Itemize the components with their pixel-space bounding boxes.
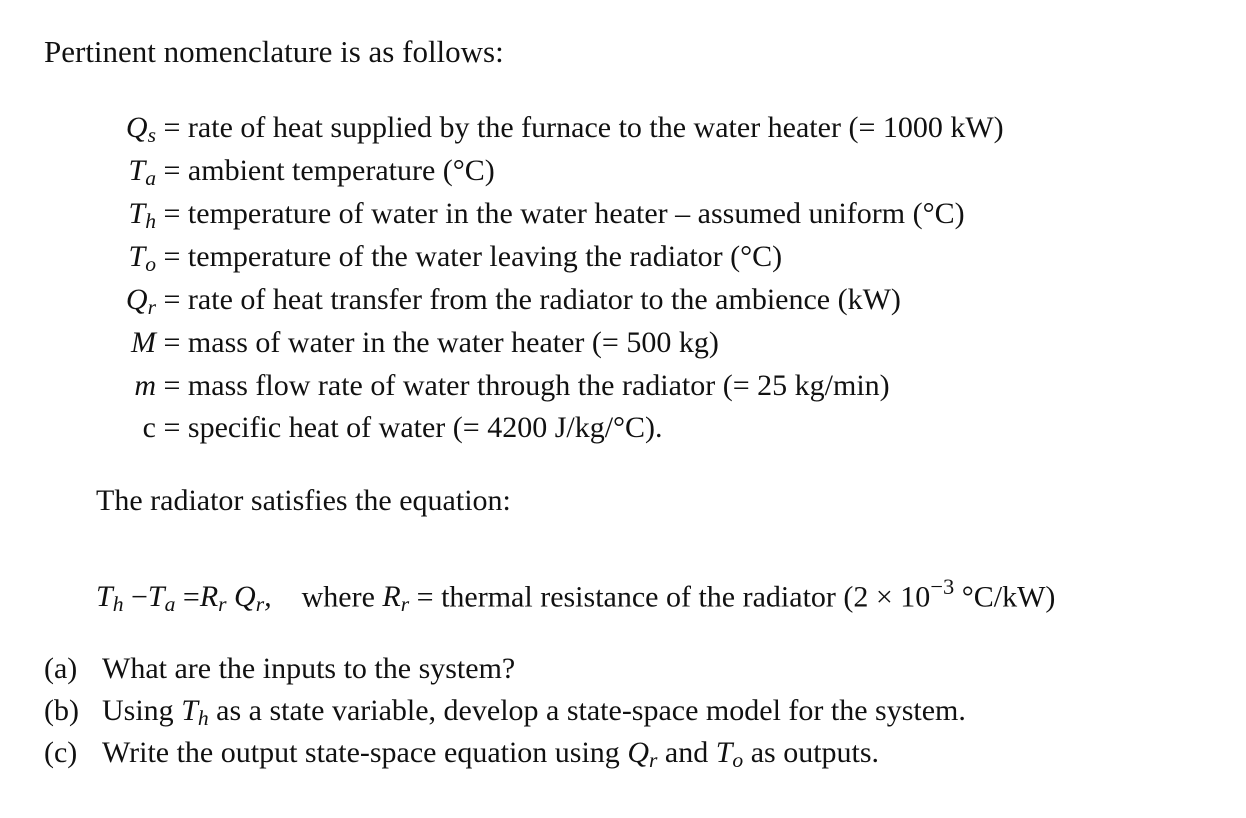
nomenclature-item: M = mass of water in the water heater (= 500 kg) xyxy=(84,325,719,368)
description: rate of heat transfer from the radiator to the ambience (kW) xyxy=(187,283,901,316)
rr-definition: = thermal resistance of the radiator (2 × 10 xyxy=(416,580,931,614)
question-label: (a) xyxy=(44,652,78,685)
symbol: m xyxy=(134,369,156,402)
symbol: $T_h$ xyxy=(128,197,156,233)
question-a xyxy=(44,651,515,687)
symbol: $Q_s$ xyxy=(125,111,156,147)
heading: Pertinent nomenclature is as follows: xyxy=(44,34,504,69)
description: temperature of water in the water heater – assumed uniform (°C) xyxy=(187,197,965,230)
description: mass of water in the water heater (= 500 kg) xyxy=(187,326,719,359)
symbol: $Q_r$ xyxy=(125,283,156,319)
symbol: c xyxy=(142,411,156,444)
description: mass flow rate of water through the radiator (= 25 kg/min) xyxy=(187,369,890,402)
symbol: M xyxy=(131,326,156,359)
nomenclature-item: $T_h$ = temperature of water in the water heater – assumed uniform (°C) xyxy=(84,196,965,239)
question-b: (b) Using $T_h$ as a state variable, develop a state-space model for the system. xyxy=(44,694,966,730)
exponent: −3 xyxy=(930,574,955,599)
nomenclature-item: $T_o$ = temperature of the water leaving the radiator (°C) xyxy=(84,239,782,282)
nomenclature-item: m = mass flow rate of water through the radiator (= 25 kg/min) xyxy=(84,368,890,411)
description: rate of heat supplied by the furnace to the water heater (= 1000 kW) xyxy=(187,111,1004,144)
nomenclature-item: c = specific heat of water (= 4200 J/kg/°C). xyxy=(84,410,663,453)
symbol: $T_o$ xyxy=(128,240,156,276)
radiator-equation: $T_h -T_a =R_r$ $Q_r$, where $R_r$ = thermal resistance of the radiator ($2 \times 10^{-3}$ °C/kW) xyxy=(96,574,1056,617)
symbol: $T_a$ xyxy=(128,154,156,190)
description: temperature of the water leaving the radiator (°C) xyxy=(187,240,783,273)
nomenclature-item: $Q_s$ = rate of heat supplied by the furnace to the water heater (= 1000 kW) xyxy=(84,110,1004,153)
question-label: (c) xyxy=(44,736,78,769)
nomenclature-item: $Q_r$ = rate of heat transfer from the radiator to the ambience (kW) xyxy=(84,282,901,325)
description: ambient temperature (°C) xyxy=(187,154,495,187)
nomenclature-item: $T_a$ = ambient temperature (°C) xyxy=(84,153,495,196)
where-text: where xyxy=(301,580,375,614)
description: specific heat of water (= 4200 J/kg/°C). xyxy=(187,411,663,444)
unit: °C/kW) xyxy=(954,580,1056,614)
question-label: (b) xyxy=(44,694,79,727)
question-text: What are the inputs to the system? xyxy=(102,652,516,685)
radiator-intro: The radiator satisfies the equation: xyxy=(96,484,511,517)
question-c: (c) Write the output state-space equation using $Q_r$ and $T_o$ as outputs. xyxy=(44,736,880,772)
